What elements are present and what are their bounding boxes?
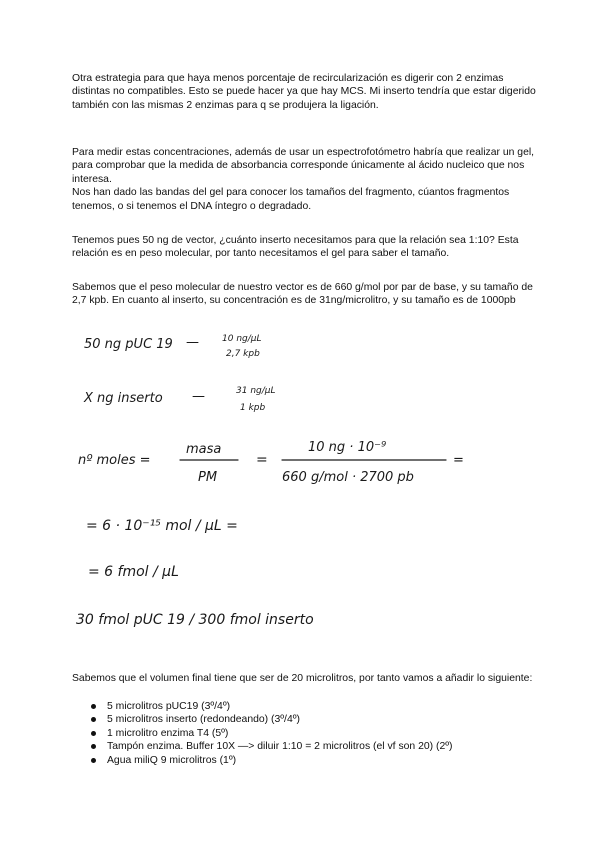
- bullet-icon: [91, 758, 96, 763]
- hw-dash-2: —: [192, 389, 205, 404]
- hw-vector-amount: 50 ng pUC 19: [84, 337, 173, 352]
- hw-ratio-result: 30 fmol pUC 19 / 300 fmol inserto: [76, 612, 314, 628]
- bullet-icon: [91, 704, 96, 709]
- bullet-icon: [91, 717, 96, 722]
- hw-equals-2: =: [453, 453, 464, 468]
- hw-dash-1: —: [186, 335, 199, 350]
- reagent-list: [72, 700, 552, 767]
- hw-denominator-value: 660 g/mol · 2700 pb: [282, 470, 414, 485]
- paragraph-gel-measure: Para medir estas concentraciones, además de usar un espectrofotómetro habría que realizar un gel, para comprobar que la medida de absorbancia corresponde únicamente al ácido nucleico que nos interesa.: [72, 147, 535, 185]
- paragraph-molecular-weight: Sabemos que el peso molecular de nuestro vector es de 660 g/mol por par de base, y su tamaño de 2,7 kpb. En cuanto al inserto, su concentración es de 31ng/microlitro, y su tamaño es de 1000pb: [72, 282, 533, 307]
- bullet-icon: [91, 731, 96, 736]
- hw-numerator-value: 10 ng · 10⁻⁹: [308, 440, 387, 455]
- list-item-text: Tampón enzima. Buffer 10X —> diluir 1:10 = 2 microlitros (el vf son 20) (2º): [107, 741, 453, 753]
- list-item-text: 5 microlitros pUC19 (3º/4º): [107, 701, 231, 712]
- hw-mass-numerator: masa: [186, 442, 222, 457]
- paragraph-digestion-strategy: Otra estrategia para que haya menos porcentaje de recircularización es digerir con 2 enzimas distintas no compatibles. Esto se puede hacer ya que hay MCS. Mi inserto tendría que estar digerido también con las mismas 2 enzimas para q se produjera la ligación.: [72, 73, 536, 111]
- list-item: [72, 740, 552, 753]
- paragraph-vector-ratio: Tenemos pues 50 ng de vector, ¿cuánto inserto necesitamos para que la relación sea 1:10? Esta relación es en peso molecular, por tanto necesitamos el gel para saber el tamaño.: [72, 235, 519, 260]
- hw-vector-size: 2,7 kpb: [226, 349, 260, 359]
- hw-moles-label: nº moles =: [78, 453, 151, 468]
- hw-insert-amount: X ng inserto: [84, 391, 163, 406]
- list-item: [72, 700, 552, 713]
- paragraph-final-volume: Sabemos que el volumen final tiene que ser de 20 microlitros, por tanto vamos a añadir lo siguiente:: [72, 673, 533, 684]
- hw-fmol-result: = 6 fmol / µL: [88, 564, 179, 580]
- list-item-text: 1 microlitro enzima T4 (5º): [107, 727, 229, 739]
- hw-insert-concentration: 31 ng/µL: [236, 386, 276, 396]
- list-item: [72, 713, 552, 726]
- list-item-text: Agua miliQ 9 microlitros (1º): [107, 754, 237, 766]
- list-item-text: 5 microlitros inserto (redondeando) (3º/4º): [107, 714, 300, 726]
- hw-insert-size: 1 kpb: [240, 403, 266, 413]
- hw-moles-result: = 6 · 10⁻¹⁵ mol / µL =: [86, 518, 238, 534]
- hw-equals-1: =: [256, 452, 268, 468]
- paragraph-gel-bands: Nos han dado las bandas del gel para conocer los tamaños del fragmento, cúantos fragmentos tenemos, o si tenemos el DNA íntegro o degradado.: [72, 187, 510, 212]
- bullet-icon: [91, 744, 96, 749]
- list-item: [72, 727, 552, 740]
- hw-pm-denominator: PM: [198, 470, 218, 485]
- hw-vector-concentration: 10 ng/µL: [222, 334, 262, 344]
- list-item: [72, 754, 552, 767]
